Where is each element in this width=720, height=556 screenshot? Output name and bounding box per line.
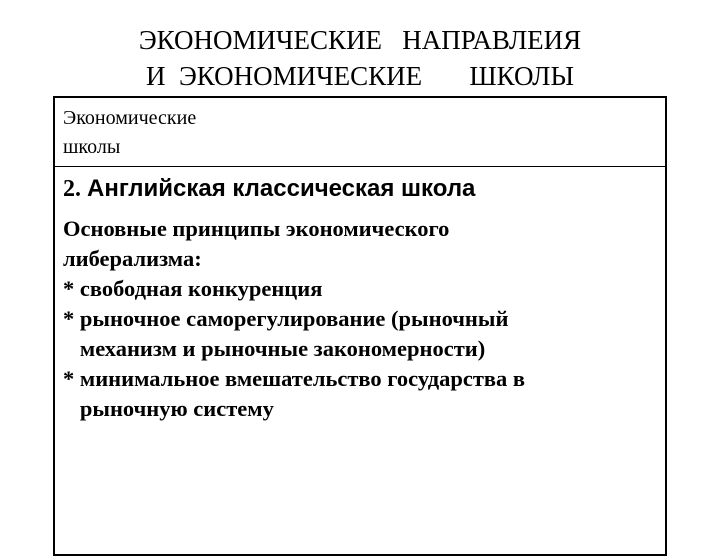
list-item: рыночную систему <box>63 396 274 421</box>
heading-number: 2. <box>63 176 81 202</box>
title-line-2: И ЭКОНОМИЧЕСКИЕ ШКОЛЫ <box>145 61 575 91</box>
content-frame <box>53 96 667 556</box>
list-item: * свободная конкуренция <box>63 276 323 301</box>
header-line-2: школы <box>63 136 121 158</box>
slide-title <box>0 22 720 94</box>
list-item: * рыночное саморегулирование (рыночный <box>63 306 509 331</box>
frame-header <box>55 98 665 167</box>
principles-block <box>63 214 663 424</box>
list-item: механизм и рыночные закономерности) <box>63 336 486 361</box>
heading-title: Английская классическая школа <box>87 175 476 202</box>
principles-intro: Основные принципы экономического либерализма: <box>63 216 450 271</box>
list-item: * минимальное вмешательство государства в <box>63 366 526 391</box>
header-line-1: Экономические <box>63 107 197 129</box>
section-heading <box>63 172 663 206</box>
content-body <box>63 172 663 424</box>
title-line-1: ЭКОНОМИЧЕСКИЕ НАПРАВЛЕИЯ <box>138 25 582 55</box>
